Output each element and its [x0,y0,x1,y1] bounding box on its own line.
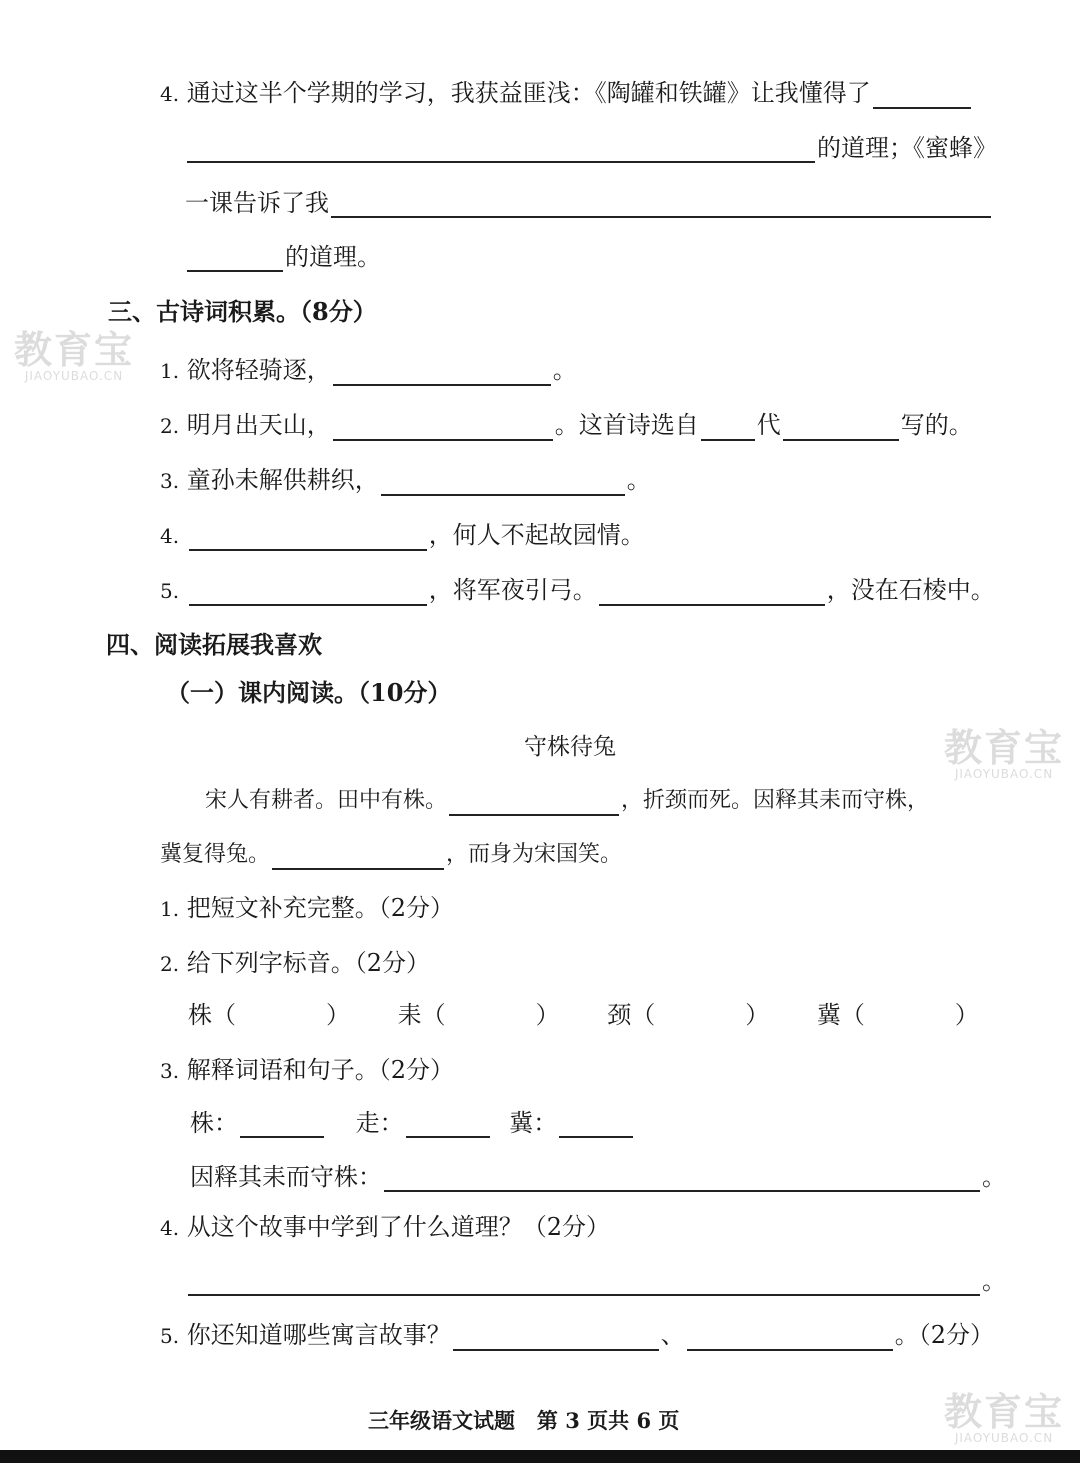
item-number: 1. [160,897,180,921]
poem-blank[interactable] [333,417,553,441]
poem-item-3 [160,465,651,496]
pinyin-item[interactable]: 冀（ ） [816,1001,979,1029]
item-number: 5. [160,579,180,603]
passage-line-2 [160,840,622,870]
answer-blank[interactable] [188,1272,980,1296]
passage-blank[interactable] [272,846,444,870]
word-label: 走： [355,1109,404,1137]
item-number: 4. [160,524,180,548]
q4-blank-4[interactable] [187,248,283,272]
reading-q4 [160,1212,610,1243]
reading-q1 [160,893,454,924]
dynasty-blank[interactable] [701,417,755,441]
word-blank[interactable] [240,1114,324,1138]
section3-heading: 三、古诗词积累。（8分） [108,297,377,326]
answer-end: 。 [982,1267,1006,1295]
sentence-blank[interactable] [384,1168,980,1192]
poem-blank[interactable] [189,527,427,551]
poem-line: 童孙未解供耕织， [186,466,379,494]
item-number: 3. [160,1059,180,1083]
item-number: 4. [160,1216,180,1240]
q4-number: 4. [160,82,180,106]
poem-end: 。 [626,466,651,494]
fable-blank[interactable] [687,1327,893,1351]
item-number: 2. [160,414,180,438]
watermark-logo: 教育宝 JIAOYUBAO.CN [944,1390,1065,1445]
question-text: 给下列字标音。（2分） [186,949,431,977]
word-label: 株： [190,1109,238,1137]
poem-end: 。 [552,356,577,384]
section4-heading: 四、阅读拓展我喜欢 [106,630,322,659]
passage-blank[interactable] [449,792,619,816]
q4-line4-text: 的道理。 [285,243,381,271]
poem-line: 欲将轻骑逐， [186,356,331,384]
word-blank[interactable] [406,1114,490,1138]
passage-line-1 [205,786,929,816]
reading-q5 [160,1320,994,1351]
reading-q3 [160,1055,454,1086]
poem-line: ，将军夜引弓。 [428,576,597,604]
poem-item-5 [160,575,995,606]
watermark-logo: 教育宝 JIAOYUBAO.CN [14,328,135,383]
passage-text: 宋人有耕者。田中有株。 [205,788,448,813]
bottom-edge-bar [0,1450,1080,1463]
poem-item-1 [160,355,577,386]
page-footer: 三年级语文试题 第 3 页共 6 页 [368,1408,680,1433]
author-blank[interactable] [783,417,899,441]
poem-item-4 [160,520,645,551]
poem-source-text: 。这首诗选自 [554,411,699,439]
sentence-label: 因释其耒而守株： [190,1163,382,1191]
q4-line4 [185,242,381,272]
separator: 、 [660,1321,685,1349]
poem-blank[interactable] [381,472,625,496]
pinyin-item[interactable]: 颈（ ） [607,1001,770,1029]
poem-line: 明月出天山， [186,411,331,439]
reading-q2 [160,948,430,979]
sentence-explain-row [190,1162,1006,1192]
question-text: 你还知道哪些寓言故事？ [186,1321,451,1349]
pinyin-row [188,1000,979,1030]
poem-line: ，何人不起故园情。 [428,521,645,549]
section4-sub-heading: （一）课内阅读。（10分） [166,678,452,707]
sentence-end: 。 [982,1163,1006,1191]
q4-blank-1[interactable] [873,85,971,109]
word-explain-row [190,1108,635,1138]
poem-blank[interactable] [333,362,551,386]
dynasty-label: 代 [756,411,781,439]
q4-blank-3[interactable] [331,194,991,218]
q4-line2-text: 的道理；《蜜蜂》 [817,134,997,162]
question-text: 解释词语和句子。（2分） [186,1056,455,1084]
fable-blank[interactable] [453,1327,659,1351]
passage-title: 守株待兔 [524,734,616,760]
q4-line3-text: 一课告诉了我 [185,189,329,217]
q4-line3 [185,188,993,218]
poem-end: 写的。 [900,411,973,439]
q4-blank-2[interactable] [187,139,815,163]
item-number: 5. [160,1324,180,1348]
passage-text: ，而身为宋国笑。 [446,842,623,867]
passage-text: 冀复得兔。 [160,842,271,867]
question-text: 从这个故事中学到了什么道理？（2分） [186,1213,611,1241]
word-label: 冀： [509,1109,558,1137]
question-text: 把短文补充完整。（2分） [186,894,455,922]
poem-line: ，没在石棱中。 [826,576,995,604]
watermark-logo: 教育宝 JIAOYUBAO.CN [944,726,1065,781]
item-number: 3. [160,469,180,493]
passage-text: ，折颈而死。因释其耒而守株， [621,788,930,813]
item-number: 1. [160,359,180,383]
reading-q4-answer [186,1266,1006,1296]
pinyin-item[interactable]: 耒（ ） [397,1001,560,1029]
poem-item-2 [160,410,973,441]
score-note: 。（2分） [894,1321,995,1349]
poem-blank[interactable] [189,582,427,606]
poem-blank[interactable] [599,582,825,606]
q4-text: 通过这半个学期的学习，我获益匪浅：《陶罐和铁罐》让我懂得了 [186,79,871,107]
pinyin-item[interactable]: 株（ ） [188,1001,350,1029]
q4-line2 [185,133,997,163]
word-blank[interactable] [559,1114,633,1138]
item-number: 2. [160,952,180,976]
q4-line1 [160,78,973,109]
